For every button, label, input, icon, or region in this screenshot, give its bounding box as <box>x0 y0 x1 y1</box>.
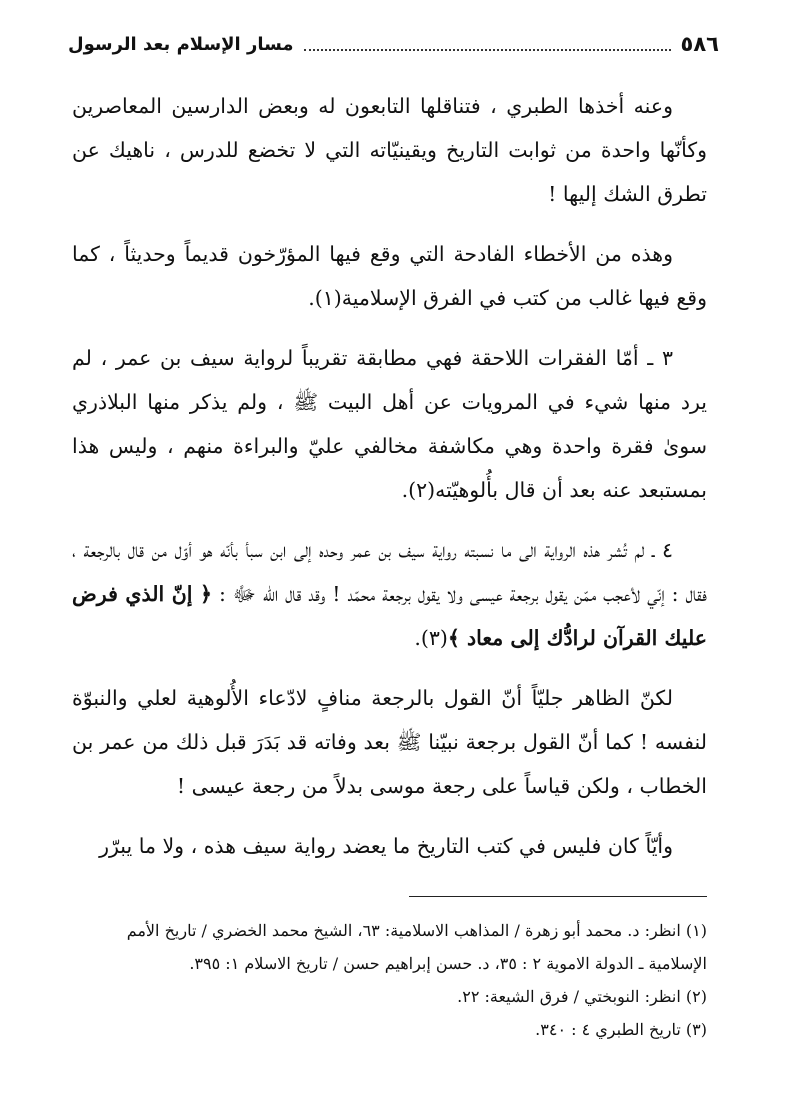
footnote-separator <box>409 896 707 897</box>
paragraph-2: وهذه من الأخطاء الفادحة التي وقع فيها المؤرّخون قديماً وحديثاً ، كما وقع فيها غالب من كتب في الفرق الإسلامية(١). <box>72 242 707 310</box>
footnote-3: (٣) تاريخ الطبري ٤ : ٣٤٠. <box>535 1020 707 1039</box>
footnote-1: (١) انظر: د. محمد أبو زهرة / المذاهب الاسلامية: ٦٣، الشيخ محمد الخضري / تاريخ الأمم الإسلامية ـ الدولة الاموية ٢ : ٣٥، د. حسن إبراهيم حسن / تاريخ الاسلام ١: ٣٩٥. <box>126 921 707 973</box>
page-number: ٥٨٦ <box>680 32 719 56</box>
paragraph-6: وأيّاً كان فليس في كتب التاريخ ما يعضد رواية سيف هذه ، ولا ما يبرّر <box>99 834 673 858</box>
main-text <box>72 84 707 884</box>
header-dotted-leader <box>304 49 671 51</box>
paragraph-3: ٣ ـ أمّا الفقرات اللاحقة فهي مطابقة تقريباً لرواية سيف بن عمر ، لم يرد منها شيء في المرويات عن أهل البيت ﷺ ، ولم يذكر منها البلاذري سوىٰ فقرة واحدة وهي مكاشفة مخالفي عليّ والبراءة منهم ، وليس هذا بمستبعد عنه بعد أن قال بأُلوهيّته(٢). <box>72 346 707 502</box>
footnote-2: (٢) انظر: النوبختي / فرق الشيعة: ٢٢. <box>457 987 707 1006</box>
verse-footnote-ref: (٣). <box>414 626 448 650</box>
paragraph-5: لكنّ الظاهر جليّاً أنّ القول بالرجعة منافٍ لادّعاء الأُلوهية لعلي والنبوّة لنفسه ! كما أنّ القول برجعة نبيّنا ﷺ بعد وفاته قد بَدَرَ قبل ذلك من عمر بن الخطاب ، ولكن قياساً على رجعة موسى بدلاً من رجعة عيسى ! <box>72 686 707 798</box>
running-title: مسار الإسلام بعد الرسول <box>68 33 294 55</box>
quran-verse: ﴿ إنّ الذي فرض عليك القرآن لرادُّك إلى معاد ﴾ <box>72 582 707 650</box>
page-header <box>68 26 719 62</box>
paragraph-1: وعنه أخذها الطبري ، فتناقلها التابعون له وبعض الدارسين المعاصرين وكأنّها واحدة من ثوابت التاريخ ويقينيّاته التي لا تخضع للدرس ، ناهيك عن تطرق الشك إليها ! <box>72 94 707 206</box>
footnotes <box>72 914 707 1046</box>
paragraph-4: ٤ ـ لم تُشر هذه الرواية الى ما نسبته رواية سيف بن عمر وحده إلى ابن سبأ بأنّه هو أوّل من قال بالرجعة ، فقال : إنّي لأعجب ممّن يقول برجعة عيسى ولا يقول برجعة محمّد ! وقد قال الله ﷻ : ﴿ إنّ الذي فرض عليك القرآن لرادُّك إلى معاد ﴾(٣). <box>72 538 707 650</box>
